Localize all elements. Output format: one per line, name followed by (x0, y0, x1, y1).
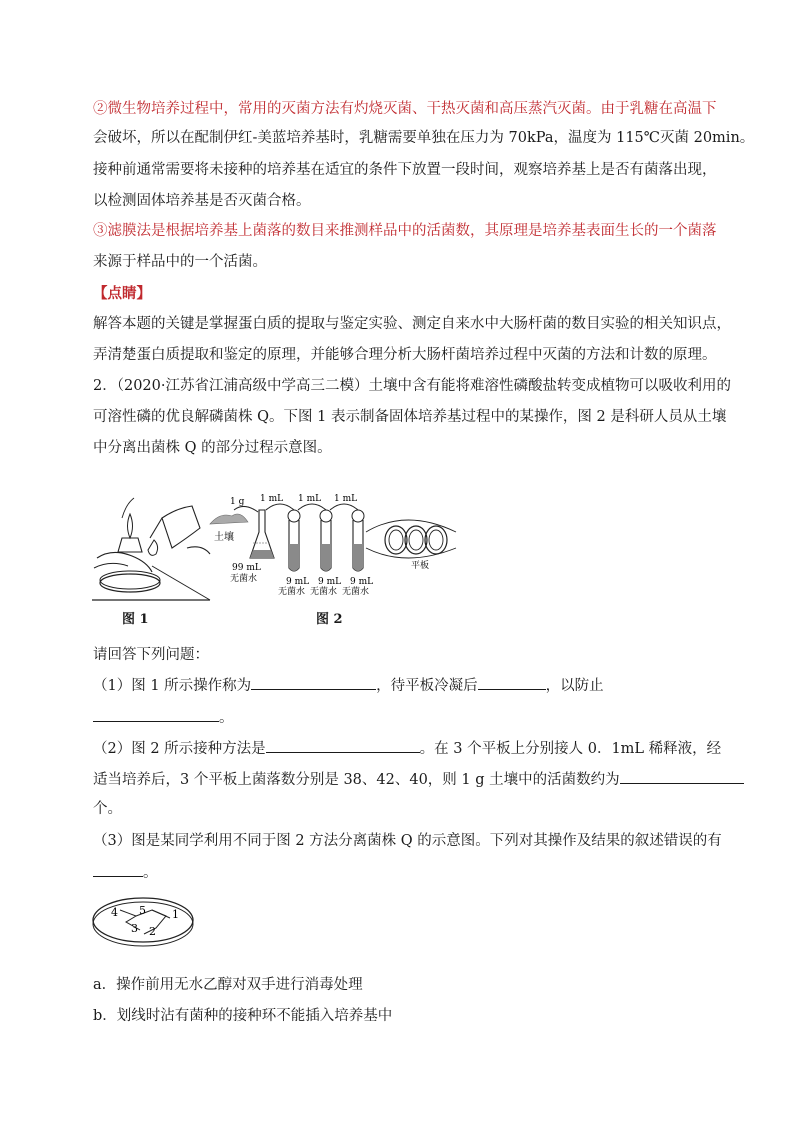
analysis-line: 接种前通常需要将未接种的培养基在适宜的条件下放置一段时间，观察培养基上是否有菌落出现， (93, 162, 717, 178)
answer-blank[interactable] (266, 738, 420, 753)
question-text: 。 (219, 710, 234, 726)
region-number: 3 (131, 922, 138, 935)
tube-volume: 9 mL (350, 577, 374, 587)
question-text: （2）图 2 所示接种方法是 (93, 741, 266, 757)
figure-2-caption: 图 2 (316, 612, 343, 627)
test-tube (288, 510, 300, 571)
question-stem: 中分离出菌株 Q 的部分过程示意图。 (93, 440, 332, 456)
amount-label: 1 mL (298, 494, 322, 504)
analysis-line: 以检测固体培养基是否灭菌合格。 (93, 193, 311, 209)
question-3-cont (93, 862, 158, 883)
analysis-line: ③滤膜法是根据培养基上菌落的数目来推测样品中的活菌数，其原理是培养基表面生长的一个菌落 (93, 223, 717, 239)
question-stem: 2．（2020·江苏省江浦高级中学高三二模）土壤中含有能将难溶性磷酸盐转变成植物可以吸收利用的 (93, 378, 731, 394)
test-tube (352, 510, 364, 571)
flask-volume: 99 mL (232, 563, 261, 573)
tube-water: 无菌水 (278, 587, 306, 597)
question-1-cont (93, 707, 234, 728)
region-number: 2 (149, 925, 156, 938)
question-2-cont (93, 769, 744, 790)
agar-plate (405, 526, 427, 554)
tube-water: 无菌水 (342, 587, 370, 597)
test-tube (320, 510, 332, 571)
tube-volume: 9 mL (286, 577, 310, 587)
question-text: 适当培养后，3 个平板上菌落数分别是 38、42、40，则 1 g 土壤中的活菌数约为 (93, 772, 620, 788)
dianjing-heading: 【点睛】 (93, 285, 151, 302)
question-3: （3）图是某同学利用不同于图 2 方法分离菌株 Q 的示意图。下列对其操作及结果的叙述错误的有 (93, 833, 722, 849)
dianjing-line: 弄清楚蛋白质提取和鉴定的原理，并能够合理分析大肠杆菌培养过程中灭菌的方法和计数的原理。 (93, 347, 717, 363)
agar-plate (385, 526, 407, 554)
tube-water: 无菌水 (310, 587, 338, 597)
option-b: b．划线时沾有菌种的接种环不能插入培养基中 (93, 1008, 393, 1024)
answer-blank[interactable] (93, 707, 219, 722)
figure-1-pouring-plate (92, 488, 212, 606)
question-2 (93, 738, 721, 759)
question-text: ，以防止 (545, 678, 604, 694)
flask-water: 无菌水 (230, 574, 258, 584)
streak-plate-figure (90, 888, 200, 952)
amount-label: 1 g (230, 497, 245, 507)
question-1 (93, 675, 604, 696)
region-number: 4 (111, 906, 118, 919)
question-text: 。 (143, 865, 158, 881)
amount-label: 1 mL (260, 494, 284, 504)
region-number: 1 (172, 908, 179, 921)
soil-pile (210, 514, 248, 524)
question-stem: 可溶性磷的优良解磷菌株 Q。下图 1 表示制备固体培养基过程中的某操作，图 2 是科研人员从土壤 (93, 409, 727, 425)
answer-blank[interactable] (251, 675, 376, 690)
question-2-end: 个。 (93, 801, 122, 817)
answer-blank[interactable] (620, 769, 744, 784)
region-number: 5 (139, 904, 146, 917)
amount-label: 1 mL (334, 494, 358, 504)
soil-label: 土壤 (214, 532, 234, 543)
questions-intro: 请回答下列问题： (93, 647, 209, 663)
tube-volume: 9 mL (318, 577, 342, 587)
question-text: （1）图 1 所示操作称为 (93, 678, 252, 694)
answer-blank[interactable] (478, 675, 546, 690)
analysis-line: 来源于样品中的一个活菌。 (93, 254, 267, 270)
dianjing-line: 解答本题的关键是掌握蛋白质的提取与鉴定实验、测定自来水中大肠杆菌的数目实验的相关知识点， (93, 316, 731, 332)
option-a: a．操作前用无水乙醇对双手进行消毒处理 (93, 977, 363, 993)
figure-2-serial-dilution (206, 488, 462, 606)
question-text: ，待平板冷凝后 (376, 678, 478, 694)
plate-label: 平板 (411, 561, 430, 571)
analysis-line: 会破坏，所以在配制伊红-美蓝培养基时，乳糖需要单独在压力为 70kPa，温度为 115℃灭菌 20min。 (93, 130, 755, 146)
figure-1-caption: 图 1 (122, 612, 149, 627)
answer-blank[interactable] (93, 862, 143, 877)
question-text: 。在 3 个平板上分别接人 0．1mL 稀释液，经 (419, 741, 722, 757)
analysis-line: ②微生物培养过程中，常用的灭菌方法有灼烧灭菌、干热灭菌和高压蒸汽灭菌。由于乳糖在高温下 (93, 101, 717, 117)
agar-plate (425, 526, 447, 554)
